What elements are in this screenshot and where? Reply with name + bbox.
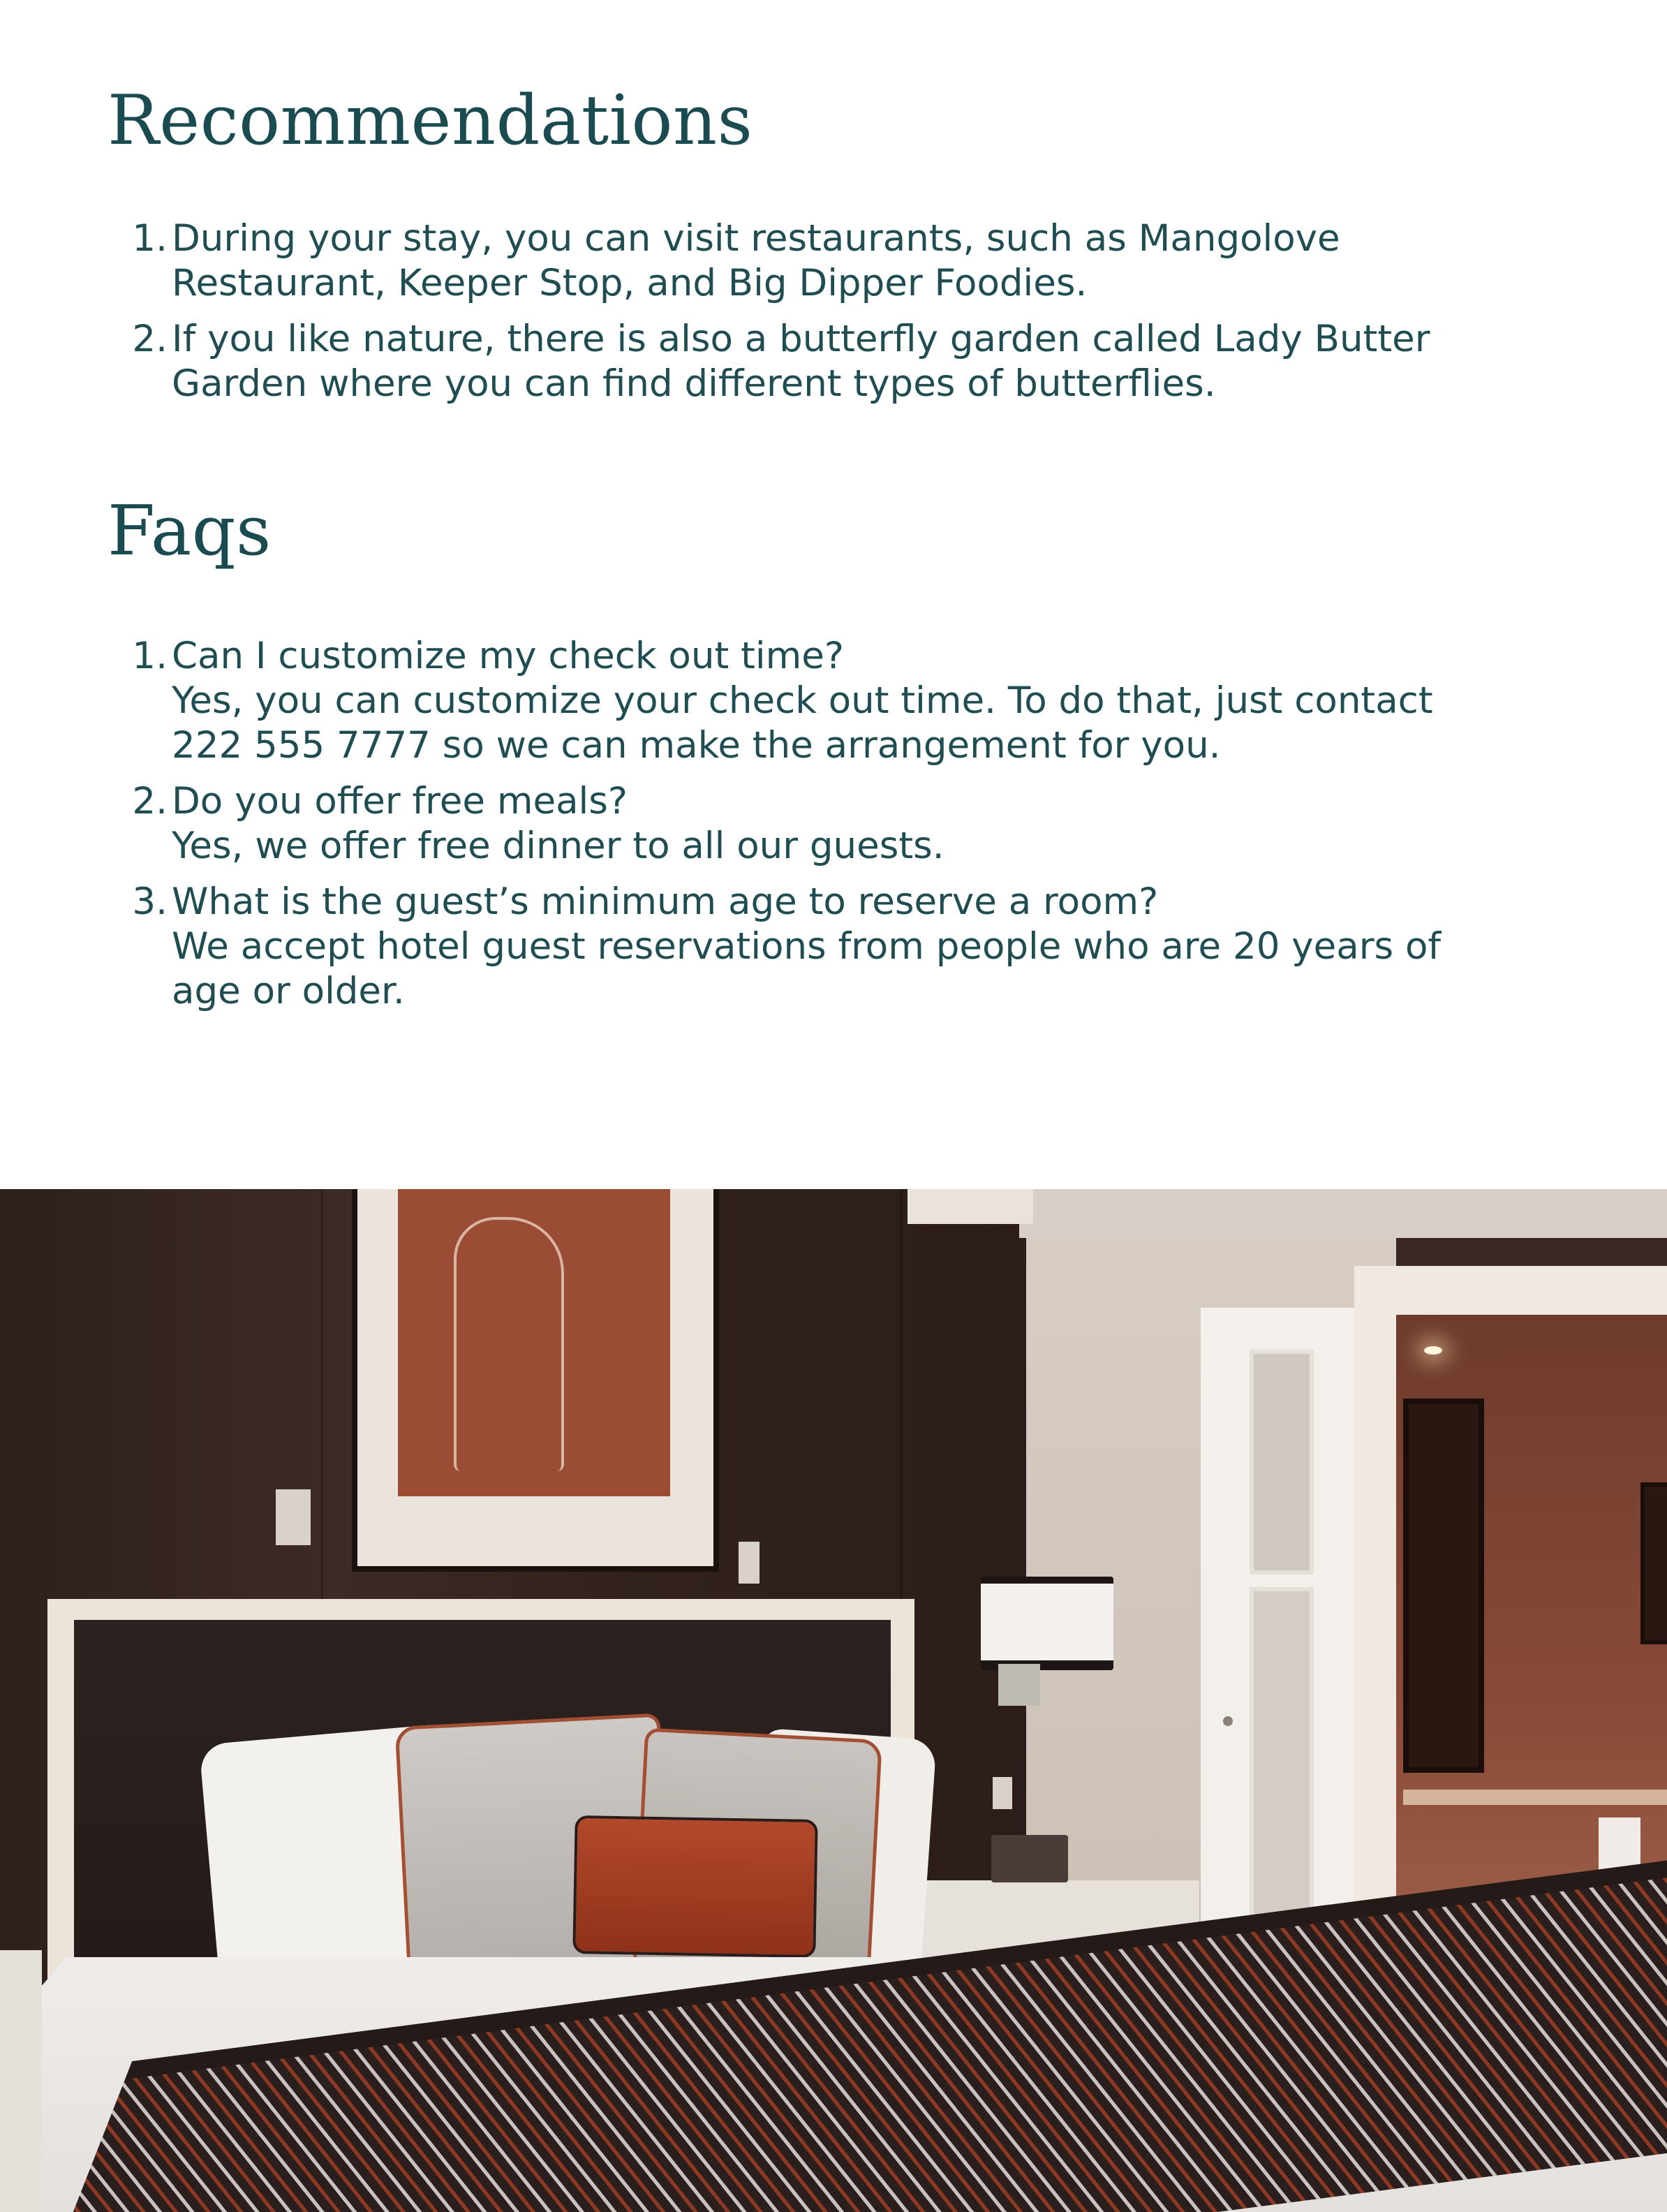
bathroom-ceiling-light [1424, 1346, 1442, 1355]
recommendations-list [126, 216, 1494, 418]
list-text-line: If you like nature, there is also a butterfly garden called Lady Butter [172, 318, 1430, 360]
list-text-line: Garden where you can find different types of butterflies. [172, 362, 1216, 405]
list-item [126, 216, 1494, 306]
faq-answer-line: 222 555 7777 so we can make the arrangement for you. [172, 724, 1221, 767]
faqs-heading: Faqs [108, 492, 272, 571]
faqs-list [126, 634, 1494, 1025]
list-number: 3. [132, 880, 168, 923]
faq-item [126, 880, 1494, 1014]
wall-lamp-shade [981, 1577, 1113, 1670]
list-text-line: Restaurant, Keeper Stop, and Big Dipper Foodies. [172, 262, 1088, 304]
faq-answer-line: We accept hotel guest reservations from people who are 20 years of [172, 925, 1442, 968]
face-line-drawing [454, 1217, 564, 1471]
faq-answer-line: age or older. [172, 970, 405, 1012]
faq-question: What is the guest’s minimum age to reserve a room? [172, 880, 1159, 923]
list-text-line: During your stay, you can visit restaurants, such as Mangolove [172, 217, 1340, 260]
power-outlet [993, 1777, 1012, 1809]
faq-item [126, 634, 1494, 768]
list-number: 2. [132, 318, 168, 360]
list-number: 1. [132, 217, 168, 260]
crown-molding [907, 1189, 1033, 1224]
faq-question: Do you offer free meals? [172, 780, 628, 823]
list-item [126, 317, 1494, 406]
door-glass-pane [1250, 1350, 1314, 1575]
door-knob [1223, 1716, 1233, 1726]
faq-question: Can I customize my check out time? [172, 635, 844, 677]
ceiling [1019, 1189, 1667, 1238]
list-number: 1. [132, 635, 168, 677]
bathroom-counter [1403, 1790, 1667, 1805]
list-number: 2. [132, 780, 168, 823]
faq-answer-line: Yes, you can customize your check out time. To do that, just contact [172, 679, 1433, 722]
light-switch [739, 1542, 760, 1584]
bathroom-picture [1640, 1482, 1667, 1644]
wall-lamp-arm [998, 1664, 1040, 1706]
rust-accent-pillow [572, 1815, 817, 1958]
alarm-clock [991, 1835, 1068, 1882]
faq-item [126, 779, 1494, 869]
hotel-room-photo [0, 1189, 1667, 2212]
recommendations-heading: Recommendations [108, 81, 753, 161]
faq-answer-line: Yes, we offer free dinner to all our guests. [172, 825, 944, 867]
bench [0, 1950, 42, 2212]
light-switch [276, 1489, 311, 1545]
bathroom-mirror [1403, 1399, 1484, 1773]
